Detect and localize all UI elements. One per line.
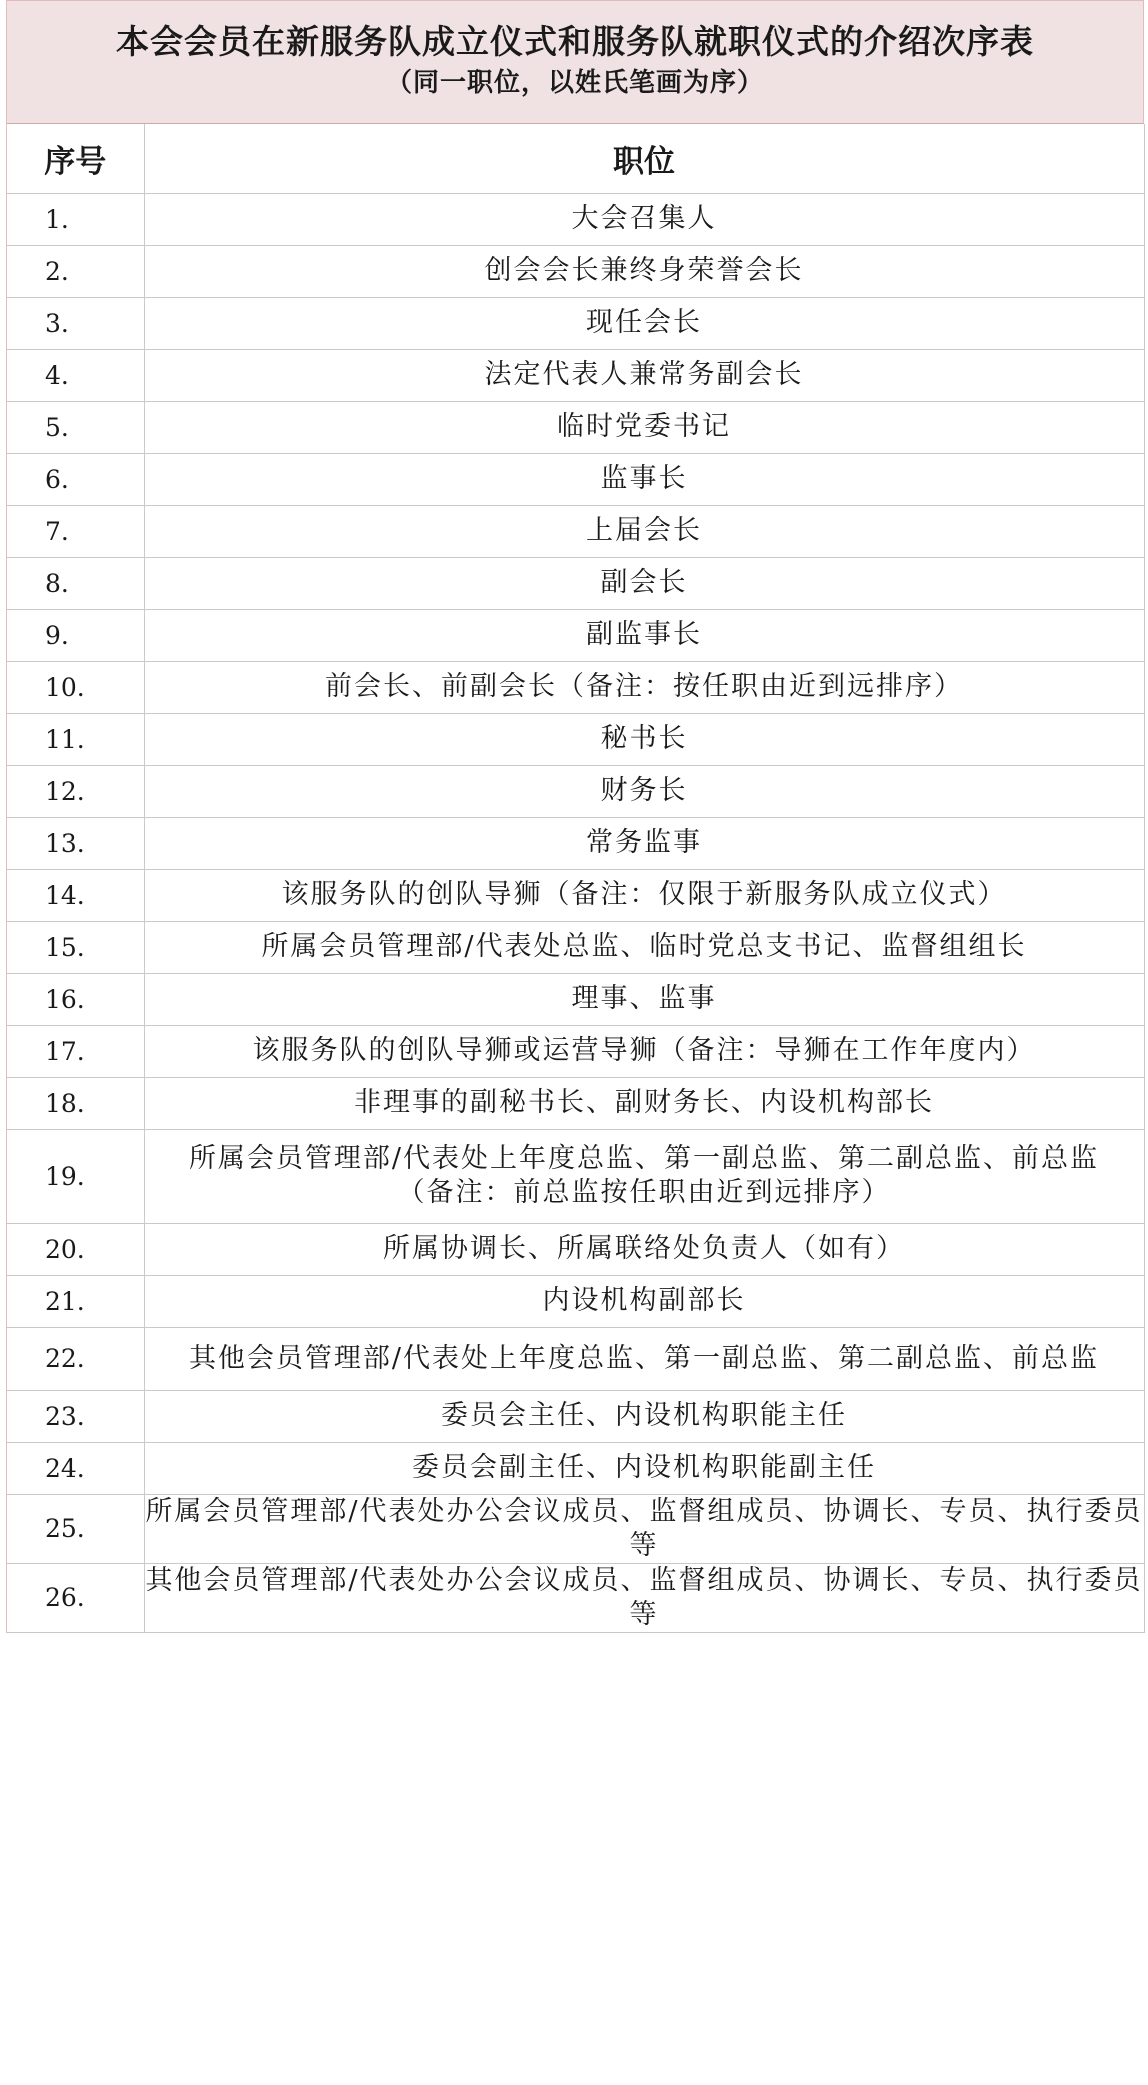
position-text: 常务监事 — [586, 827, 702, 858]
position-text: 所属会员管理部/代表处办公会议成员、监督组成员、协调长、专员、执行委员等 — [145, 1495, 1143, 1561]
row-number: 18. — [7, 1077, 144, 1129]
row-position — [144, 921, 1144, 973]
row-position — [144, 349, 1144, 401]
table-row — [7, 1563, 1144, 1632]
row-number: 26. — [7, 1563, 144, 1632]
row-position — [144, 1025, 1144, 1077]
table-row — [7, 1494, 1144, 1563]
table-body — [7, 193, 1144, 1632]
table-row — [7, 869, 1144, 921]
row-position — [144, 765, 1144, 817]
row-position — [144, 713, 1144, 765]
position-text: 大会召集人 — [571, 203, 717, 234]
row-number: 11. — [7, 713, 144, 765]
position-text: 委员会副主任、内设机构职能副主任 — [412, 1452, 876, 1483]
position-text: 副会长 — [600, 567, 688, 598]
header-number: 序号 — [7, 124, 144, 193]
row-position — [144, 1327, 1144, 1390]
table-row — [7, 973, 1144, 1025]
row-position — [144, 245, 1144, 297]
position-text: 其他会员管理部/代表处办公会议成员、监督组成员、协调长、专员、执行委员等 — [145, 1564, 1143, 1630]
row-number: 13. — [7, 817, 144, 869]
table-title: 本会会员在新服务队成立仪式和服务队就职仪式的介绍次序表 — [116, 22, 1034, 61]
title-block — [7, 0, 1144, 124]
row-position — [144, 609, 1144, 661]
row-number: 4. — [7, 349, 144, 401]
position-text: 所属协调长、所属联络处负责人（如有） — [383, 1233, 905, 1264]
row-number: 8. — [7, 557, 144, 609]
position-text: 非理事的副秘书长、副财务长、内设机构部长 — [354, 1087, 934, 1118]
position-text: 监事长 — [600, 463, 688, 494]
row-number: 22. — [7, 1327, 144, 1390]
table-row — [7, 609, 1144, 661]
row-position — [144, 661, 1144, 713]
position-text: 其他会员管理部/代表处上年度总监、第一副总监、第二副总监、前总监 — [188, 1342, 1100, 1374]
row-number: 17. — [7, 1025, 144, 1077]
introduction-order-table — [7, 124, 1145, 1633]
row-position — [144, 1129, 1144, 1223]
position-text: 副监事长 — [586, 619, 702, 650]
position-text: 理事、监事 — [571, 983, 717, 1014]
row-position — [144, 505, 1144, 557]
table-row — [7, 297, 1144, 349]
row-number: 12. — [7, 765, 144, 817]
table-row — [7, 401, 1144, 453]
row-number: 2. — [7, 245, 144, 297]
table-row — [7, 921, 1144, 973]
row-position — [144, 1077, 1144, 1129]
row-number: 14. — [7, 869, 144, 921]
row-number: 6. — [7, 453, 144, 505]
row-number: 7. — [7, 505, 144, 557]
row-position — [144, 817, 1144, 869]
position-text: 现任会长 — [586, 307, 702, 338]
row-number: 23. — [7, 1390, 144, 1442]
row-position — [144, 401, 1144, 453]
row-number: 16. — [7, 973, 144, 1025]
row-position — [144, 1275, 1144, 1327]
position-text: 所属会员管理部/代表处总监、临时党总支书记、监督组组长 — [261, 931, 1027, 962]
table-row — [7, 1390, 1144, 1442]
row-position — [144, 973, 1144, 1025]
row-position — [144, 1390, 1144, 1442]
table-row — [7, 557, 1144, 609]
row-number: 10. — [7, 661, 144, 713]
row-number: 21. — [7, 1275, 144, 1327]
order-table-sheet — [6, 0, 1144, 1633]
table-row — [7, 1327, 1144, 1390]
row-position — [144, 1494, 1144, 1563]
row-position — [144, 193, 1144, 245]
table-row — [7, 765, 1144, 817]
table-row — [7, 1129, 1144, 1223]
table-row — [7, 1077, 1144, 1129]
position-text: 该服务队的创队导狮或运营导狮（备注：导狮在工作年度内） — [252, 1035, 1036, 1066]
table-row — [7, 1025, 1144, 1077]
table-row — [7, 713, 1144, 765]
position-text: 所属会员管理部/代表处上年度总监、第一副总监、第二副总监、前总监 （备注：前总监按任职由近到远排序） — [188, 1143, 1100, 1208]
row-position — [144, 453, 1144, 505]
position-text: 临时党委书记 — [557, 411, 731, 442]
table-row — [7, 1223, 1144, 1275]
row-number: 19. — [7, 1129, 144, 1223]
row-position — [144, 869, 1144, 921]
header-position: 职位 — [144, 124, 1144, 193]
table-row — [7, 349, 1144, 401]
position-text: 创会会长兼终身荣誉会长 — [484, 255, 804, 286]
table-row — [7, 245, 1144, 297]
table-row — [7, 817, 1144, 869]
table-row — [7, 193, 1144, 245]
table-row — [7, 453, 1144, 505]
row-number: 24. — [7, 1442, 144, 1494]
row-number: 15. — [7, 921, 144, 973]
position-text: 前会长、前副会长（备注：按任职由近到远排序） — [325, 671, 963, 702]
position-text: 上届会长 — [586, 515, 702, 546]
row-position — [144, 557, 1144, 609]
table-row — [7, 1442, 1144, 1494]
table-subtitle: （同一职位，以姓氏笔画为序） — [385, 68, 764, 98]
row-position — [144, 1563, 1144, 1632]
table-row — [7, 661, 1144, 713]
header-row — [7, 124, 1144, 193]
row-number: 9. — [7, 609, 144, 661]
row-number: 1. — [7, 193, 144, 245]
table-row — [7, 1275, 1144, 1327]
position-text: 法定代表人兼常务副会长 — [484, 359, 804, 390]
row-number: 3. — [7, 297, 144, 349]
row-position — [144, 1442, 1144, 1494]
position-text: 秘书长 — [600, 723, 688, 754]
row-number: 20. — [7, 1223, 144, 1275]
row-position — [144, 1223, 1144, 1275]
table-row — [7, 505, 1144, 557]
position-text: 该服务队的创队导狮（备注：仅限于新服务队成立仪式） — [281, 879, 1007, 910]
position-text: 财务长 — [600, 775, 688, 806]
row-position — [144, 297, 1144, 349]
position-text: 内设机构副部长 — [542, 1285, 746, 1316]
row-number: 5. — [7, 401, 144, 453]
row-number: 25. — [7, 1494, 144, 1563]
position-text: 委员会主任、内设机构职能主任 — [441, 1400, 847, 1431]
